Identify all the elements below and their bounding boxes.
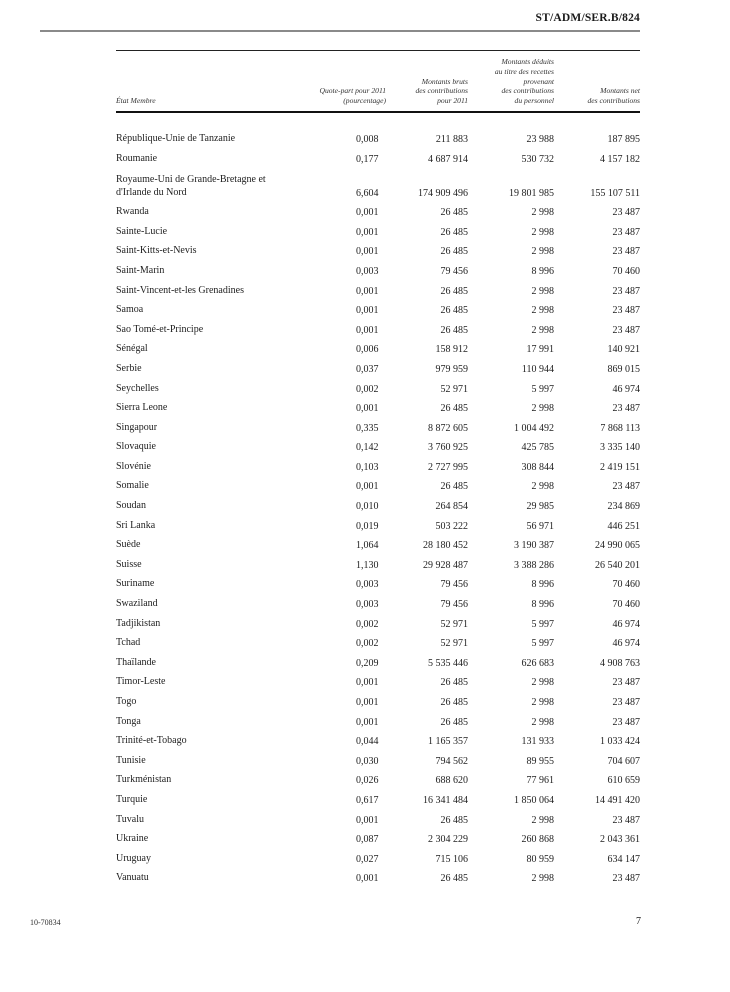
header-deduct-line: du personnel: [514, 96, 554, 106]
cell-gross: 1 165 357: [428, 736, 468, 748]
cell-quota: [300, 218, 386, 238]
contributions-table: [116, 50, 640, 884]
table-row: [116, 453, 640, 473]
cell-net: 46 974: [612, 618, 640, 630]
table-row: [116, 747, 640, 767]
cell-net: 4 157 182: [600, 153, 640, 165]
cell-quota: [300, 728, 386, 748]
cell-member-state: Roumanie: [116, 152, 158, 164]
cell-net: 70 460: [612, 599, 640, 611]
cell-quota-value: 0,006: [356, 344, 379, 356]
cell-quota: [300, 165, 386, 199]
cell-member-state: Suède: [116, 539, 141, 551]
cell-net: 23 487: [612, 324, 640, 336]
cell-gross: 16 341 484: [423, 794, 468, 806]
cell-deduction: 2 998: [531, 716, 554, 728]
cell-quota-value: 0,003: [356, 599, 379, 611]
cell-gross: 28 180 452: [423, 540, 468, 552]
header-quota: [300, 51, 386, 112]
cell-gross: 264 854: [435, 501, 468, 513]
cell-gross: 3 760 925: [428, 442, 468, 454]
cell-quota: [300, 532, 386, 552]
cell-member-state: Thaïlande: [116, 656, 156, 668]
cell-gross: 211 883: [435, 133, 468, 145]
cell-net: 23 487: [612, 716, 640, 728]
cell-quota: [300, 473, 386, 493]
header-net-line: Montants net: [600, 86, 640, 96]
cell-quota-value: 0,142: [356, 442, 379, 454]
cell-quota-value: 0,037: [356, 363, 379, 375]
cell-net: 23 487: [612, 403, 640, 415]
cell-quota-value: 0,177: [356, 153, 379, 165]
table-row: [116, 845, 640, 865]
cell-quota: [300, 336, 386, 356]
cell-quota: [300, 571, 386, 591]
cell-gross: 26 485: [440, 246, 468, 258]
table-row: [116, 112, 640, 145]
cell-member-state: Saint-Kitts-et-Nevis: [116, 245, 197, 257]
cell-deduction: 2 998: [531, 207, 554, 219]
cell-quota-value: 0,001: [356, 814, 379, 826]
cell-net: 187 895: [607, 133, 640, 145]
cell-quota: [300, 199, 386, 219]
table-row: [116, 199, 640, 219]
cell-gross: 29 928 487: [423, 559, 468, 571]
cell-net: 3 335 140: [600, 442, 640, 454]
cell-gross: 52 971: [440, 618, 468, 630]
cell-net: 23 487: [612, 481, 640, 493]
table-row: [116, 297, 640, 317]
header-rule: [40, 30, 640, 32]
cell-quota-value: 0,209: [356, 657, 379, 669]
cell-gross: 26 485: [440, 814, 468, 826]
cell-quota: [300, 112, 386, 145]
table-row: [116, 375, 640, 395]
cell-quota: [300, 316, 386, 336]
cell-deduction: 1 004 492: [514, 422, 554, 434]
cell-member-state: Slovaquie: [116, 441, 156, 453]
cell-quota-value: 0,027: [356, 853, 379, 865]
cell-deduction: 530 732: [521, 153, 554, 165]
cell-quota-value: 0,003: [356, 579, 379, 591]
cell-deduction: 110 944: [521, 363, 554, 375]
cell-member-state: Rwanda: [116, 206, 149, 218]
cell-gross: 52 971: [440, 383, 468, 395]
cell-deduction: 23 988: [526, 133, 554, 145]
cell-gross: 26 485: [440, 305, 468, 317]
table-row: [116, 336, 640, 356]
cell-net: 46 974: [612, 383, 640, 395]
cell-deduction: 425 785: [521, 442, 554, 454]
cell-net: 23 487: [612, 697, 640, 709]
cell-quota-value: 0,001: [356, 207, 379, 219]
table-row: [116, 865, 640, 885]
table-row: [116, 649, 640, 669]
cell-gross: 26 485: [440, 207, 468, 219]
table-row: [116, 512, 640, 532]
document-symbol: ST/ADM/SER.B/824: [535, 12, 640, 24]
cell-deduction: 2 998: [531, 305, 554, 317]
cell-quota: [300, 669, 386, 689]
cell-quota: [300, 649, 386, 669]
cell-quota-value: 0,001: [356, 697, 379, 709]
cell-gross: 158 912: [435, 344, 468, 356]
cell-quota: [300, 492, 386, 512]
cell-member-state: Saint-Marin: [116, 264, 165, 276]
header-quota-line: (pourcentage): [343, 96, 386, 106]
cell-net: 24 990 065: [595, 540, 640, 552]
cell-gross: 8 872 605: [428, 422, 468, 434]
cell-quota-value: 0,001: [356, 246, 379, 258]
cell-net: 23 487: [612, 207, 640, 219]
cell-member-state: Royaume-Uni de Grande-Bretagne et d'Irlande du Nord: [116, 173, 266, 198]
cell-deduction: 308 844: [521, 461, 554, 473]
table-row: [116, 492, 640, 512]
cell-net: 140 921: [607, 344, 640, 356]
cell-gross: 2 727 995: [428, 461, 468, 473]
cell-quota: [300, 434, 386, 454]
cell-net: 23 487: [612, 285, 640, 297]
cell-deduction: 3 388 286: [514, 559, 554, 571]
header-deduct-line: provenant: [523, 76, 554, 86]
cell-quota: [300, 845, 386, 865]
cell-quota: [300, 630, 386, 650]
cell-deduction: 80 959: [526, 853, 554, 865]
cell-deduction: 2 998: [531, 285, 554, 297]
table-header-row: [116, 51, 640, 112]
page-number: 7: [636, 916, 641, 927]
cell-deduction: 8 996: [531, 599, 554, 611]
cell-gross: 794 562: [435, 755, 468, 767]
cell-deduction: 8 996: [531, 265, 554, 277]
cell-quota: [300, 414, 386, 434]
cell-member-state: Turquie: [116, 793, 148, 805]
cell-deduction: 2 998: [531, 677, 554, 689]
cell-gross: 26 485: [440, 285, 468, 297]
cell-quota-value: 0,617: [356, 794, 379, 806]
cell-member-state: Soudan: [116, 500, 146, 512]
cell-gross: 2 304 229: [428, 834, 468, 846]
cell-net: 26 540 201: [595, 559, 640, 571]
cell-deduction: 8 996: [531, 579, 554, 591]
cell-member-state: Singapour: [116, 421, 158, 433]
cell-gross: 26 485: [440, 324, 468, 336]
cell-quota: [300, 688, 386, 708]
header-deduct-line: des contributions: [501, 86, 554, 96]
cell-net: 70 460: [612, 265, 640, 277]
cell-member-state: Somalie: [116, 480, 149, 492]
cell-member-state: Uruguay: [116, 852, 151, 864]
document-code: 10-70834: [30, 918, 61, 927]
cell-gross: 26 485: [440, 716, 468, 728]
cell-deduction: 3 190 387: [514, 540, 554, 552]
cell-quota-value: 0,026: [356, 775, 379, 787]
cell-gross: 52 971: [440, 638, 468, 650]
cell-quota-value: 0,002: [356, 383, 379, 395]
cell-net: 634 147: [607, 853, 640, 865]
cell-deduction: 260 868: [521, 834, 554, 846]
cell-member-state: Tadjikistan: [116, 617, 161, 629]
cell-deduction: 5 997: [531, 383, 554, 395]
table-row: [116, 414, 640, 434]
cell-gross: 174 909 496: [418, 187, 468, 199]
cell-net: 23 487: [612, 246, 640, 258]
cell-deduction: 2 998: [531, 697, 554, 709]
cell-net: 2 419 151: [600, 461, 640, 473]
cell-quota-value: 0,002: [356, 638, 379, 650]
cell-quota-value: 0,001: [356, 481, 379, 493]
header-gross-line: Montants bruts: [421, 76, 468, 86]
cell-member-state: Swaziland: [116, 598, 158, 610]
cell-net: 46 974: [612, 638, 640, 650]
cell-deduction: 29 985: [526, 501, 554, 513]
header-gross-line: pour 2011: [437, 96, 468, 106]
header-net-line: des contributions: [587, 96, 640, 106]
cell-quota: [300, 806, 386, 826]
table-row: [116, 218, 640, 238]
cell-deduction: 2 998: [531, 873, 554, 885]
cell-quota-value: 0,002: [356, 618, 379, 630]
cell-deduction: 2 998: [531, 814, 554, 826]
cell-quota: [300, 297, 386, 317]
cell-quota: [300, 786, 386, 806]
cell-member-state: Serbie: [116, 362, 142, 374]
cell-member-state: Tonga: [116, 715, 141, 727]
cell-gross: 26 485: [440, 677, 468, 689]
cell-quota: [300, 767, 386, 787]
cell-member-state: République-Unie de Tanzanie: [116, 132, 236, 144]
cell-quota: [300, 145, 386, 165]
cell-net: 155 107 511: [590, 187, 640, 199]
cell-quota: [300, 277, 386, 297]
table-row: [116, 571, 640, 591]
cell-quota-value: 0,087: [356, 834, 379, 846]
header-deduct-line: Montants déduits: [501, 57, 554, 66]
cell-member-state: Timor-Leste: [116, 676, 166, 688]
table-row: [116, 257, 640, 277]
cell-net: 7 868 113: [600, 422, 640, 434]
table-row: [116, 767, 640, 787]
cell-quota: [300, 708, 386, 728]
table-row: [116, 238, 640, 258]
table-row: [116, 532, 640, 552]
table-row: [116, 669, 640, 689]
cell-net: 70 460: [612, 579, 640, 591]
cell-quota: [300, 257, 386, 277]
table-row: [116, 708, 640, 728]
cell-quota-value: 0,001: [356, 716, 379, 728]
cell-net: 446 251: [607, 520, 640, 532]
table-row: [116, 728, 640, 748]
cell-net: 14 491 420: [595, 794, 640, 806]
cell-member-state: Seychelles: [116, 382, 159, 394]
cell-gross: 26 485: [440, 403, 468, 415]
table-body: [116, 112, 640, 884]
cell-quota: [300, 395, 386, 415]
cell-deduction: 77 961: [526, 775, 554, 787]
cell-quota-value: 0,103: [356, 461, 379, 473]
cell-member-state: Sri Lanka: [116, 519, 156, 531]
cell-net: 704 607: [607, 755, 640, 767]
cell-net: 23 487: [612, 305, 640, 317]
table-row: [116, 688, 640, 708]
header-net: [554, 51, 640, 112]
cell-quota: [300, 238, 386, 258]
cell-deduction: 5 997: [531, 618, 554, 630]
cell-gross: 715 106: [435, 853, 468, 865]
header-gross-line: des contributions: [415, 86, 468, 96]
header-gross: [386, 51, 468, 112]
cell-quota: [300, 747, 386, 767]
cell-member-state: Sao Tomé-et-Principe: [116, 323, 204, 335]
cell-quota: [300, 512, 386, 532]
table-row: [116, 806, 640, 826]
cell-member-state: Suisse: [116, 558, 142, 570]
cell-member-state: Sénégal: [116, 343, 148, 355]
cell-quota: [300, 551, 386, 571]
table-row: [116, 434, 640, 454]
cell-deduction: 2 998: [531, 403, 554, 415]
cell-member-state: Vanuatu: [116, 872, 149, 884]
cell-net: 23 487: [612, 226, 640, 238]
table-row: [116, 316, 640, 336]
cell-quota-value: 0,019: [356, 520, 379, 532]
cell-deduction: 2 998: [531, 246, 554, 258]
cell-quota-value: 0,001: [356, 873, 379, 885]
table-row: [116, 145, 640, 165]
cell-deduction: 19 801 985: [509, 187, 554, 199]
cell-net: 1 033 424: [600, 736, 640, 748]
cell-net: 4 908 763: [600, 657, 640, 669]
cell-gross: 5 535 446: [428, 657, 468, 669]
cell-gross: 26 485: [440, 226, 468, 238]
cell-net: 610 659: [607, 775, 640, 787]
table-row: [116, 610, 640, 630]
cell-gross: 79 456: [440, 599, 468, 611]
table-row: [116, 551, 640, 571]
table-row: [116, 786, 640, 806]
header-deductions: [468, 51, 554, 112]
cell-member-state: Sainte-Lucie: [116, 225, 168, 237]
cell-quota-value: 0,030: [356, 755, 379, 767]
cell-gross: 79 456: [440, 579, 468, 591]
cell-net: 869 015: [607, 363, 640, 375]
header-member-state: [116, 51, 300, 112]
table-row: [116, 473, 640, 493]
cell-quota-value: 0,044: [356, 736, 379, 748]
cell-member-state: Tunisie: [116, 754, 146, 766]
cell-quota-value: 0,001: [356, 226, 379, 238]
cell-quota: [300, 610, 386, 630]
contributions-table-container: [116, 50, 640, 884]
cell-gross: 79 456: [440, 265, 468, 277]
cell-quota-value: 0,003: [356, 265, 379, 277]
cell-deduction: 5 997: [531, 638, 554, 650]
cell-net: 2 043 361: [600, 834, 640, 846]
cell-quota-value: 0,001: [356, 305, 379, 317]
cell-quota-value: 6,604: [356, 187, 379, 199]
cell-member-state: Trinité-et-Tobago: [116, 735, 187, 747]
cell-deduction: 56 971: [526, 520, 554, 532]
cell-gross: 26 485: [440, 873, 468, 885]
cell-quota-value: 0,001: [356, 285, 379, 297]
cell-deduction: 131 933: [521, 736, 554, 748]
cell-quota: [300, 355, 386, 375]
cell-deduction: 2 998: [531, 481, 554, 493]
header-quota-line: Quote-part pour 2011: [319, 86, 386, 96]
cell-gross: 979 959: [435, 363, 468, 375]
cell-net: 23 487: [612, 814, 640, 826]
cell-quota-value: 0,335: [356, 422, 379, 434]
cell-quota-value: 1,130: [356, 559, 379, 571]
cell-net: 23 487: [612, 873, 640, 885]
table-row: [116, 826, 640, 846]
cell-net: 23 487: [612, 677, 640, 689]
cell-quota-value: 0,010: [356, 501, 379, 513]
cell-member-state: Tchad: [116, 637, 141, 649]
cell-deduction: 2 998: [531, 226, 554, 238]
cell-member-state: Togo: [116, 696, 137, 708]
cell-member-state: Slovénie: [116, 460, 151, 472]
cell-deduction: 626 683: [521, 657, 554, 669]
cell-quota: [300, 865, 386, 885]
table-row: [116, 590, 640, 610]
cell-net: 234 869: [607, 501, 640, 513]
cell-quota: [300, 375, 386, 395]
cell-member-state: Saint-Vincent-et-les Grenadines: [116, 284, 244, 296]
cell-quota: [300, 453, 386, 473]
cell-quota-value: 0,001: [356, 403, 379, 415]
cell-member-state: Suriname: [116, 578, 155, 590]
cell-gross: 26 485: [440, 481, 468, 493]
table-row: [116, 355, 640, 375]
cell-deduction: 89 955: [526, 755, 554, 767]
cell-deduction: 2 998: [531, 324, 554, 336]
cell-member-state: Tuvalu: [116, 813, 144, 825]
cell-member-state: Ukraine: [116, 833, 149, 845]
cell-member-state: Sierra Leone: [116, 402, 168, 414]
cell-quota: [300, 826, 386, 846]
cell-deduction: 1 850 064: [514, 794, 554, 806]
cell-deduction: 17 991: [526, 344, 554, 356]
cell-gross: 26 485: [440, 697, 468, 709]
cell-quota-value: 1,064: [356, 540, 379, 552]
table-row: [116, 630, 640, 650]
cell-gross: 4 687 914: [428, 153, 468, 165]
cell-quota-value: 0,001: [356, 324, 379, 336]
table-row: [116, 395, 640, 415]
table-row: [116, 277, 640, 297]
header-deduct-line: au titre des recettes: [494, 66, 554, 76]
cell-quota: [300, 590, 386, 610]
cell-quota-value: 0,001: [356, 677, 379, 689]
cell-gross: 688 620: [435, 775, 468, 787]
cell-gross: 503 222: [435, 520, 468, 532]
cell-member-state: Turkménistan: [116, 774, 172, 786]
cell-member-state: Samoa: [116, 304, 144, 316]
header-member-state-label: État Membre: [116, 96, 156, 106]
cell-quota-value: 0,008: [356, 133, 379, 145]
table-row: [116, 165, 640, 199]
